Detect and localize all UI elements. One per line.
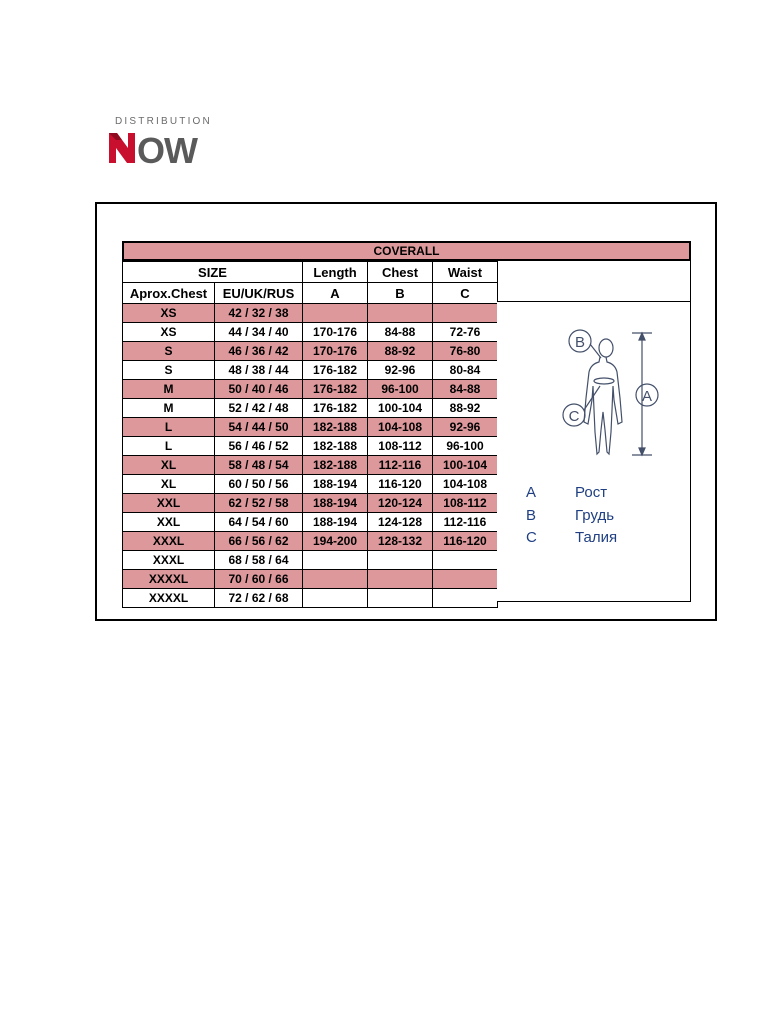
waist-cell: 112-116 [433, 513, 498, 532]
size-cell: XS [123, 323, 215, 342]
eu-size-cell: 52 / 42 / 48 [215, 399, 303, 418]
eu-size-cell: 44 / 34 / 40 [215, 323, 303, 342]
length-cell [303, 304, 368, 323]
marker-c: C [568, 408, 580, 425]
eu-size-cell: 68 / 58 / 64 [215, 551, 303, 570]
waist-cell: 96-100 [433, 437, 498, 456]
table-row [123, 399, 498, 418]
waist-cell [433, 551, 498, 570]
length-cell: 188-194 [303, 494, 368, 513]
length-cell [303, 570, 368, 589]
logo-wordmark-icon [108, 130, 230, 166]
subheader-row [123, 283, 498, 304]
eu-size-cell: 66 / 56 / 62 [215, 532, 303, 551]
legend-value: Рост [575, 484, 608, 501]
logo-name: OW [137, 130, 197, 166]
size-cell: M [123, 399, 215, 418]
eu-size-cell: 56 / 46 / 52 [215, 437, 303, 456]
table-row [123, 456, 498, 475]
size-cell: S [123, 342, 215, 361]
chest-cell [368, 589, 433, 608]
chest-cell: 108-112 [368, 437, 433, 456]
subheader-eu-uk-rus: EU/UK/RUS [215, 283, 303, 304]
table-row [123, 494, 498, 513]
eu-size-cell: 50 / 40 / 46 [215, 380, 303, 399]
size-cell: XL [123, 475, 215, 494]
table-row [123, 551, 498, 570]
chest-cell: 96-100 [368, 380, 433, 399]
marker-b: B [574, 334, 586, 351]
chest-cell: 128-132 [368, 532, 433, 551]
table-row [123, 380, 498, 399]
length-cell: 170-176 [303, 323, 368, 342]
legend-value: Грудь [575, 507, 615, 524]
length-cell: 176-182 [303, 361, 368, 380]
waist-cell: 80-84 [433, 361, 498, 380]
table-row [123, 475, 498, 494]
size-cell: L [123, 418, 215, 437]
chest-cell: 112-116 [368, 456, 433, 475]
table-title: COVERALL [122, 241, 691, 261]
waist-cell: 84-88 [433, 380, 498, 399]
legend-key: A [526, 484, 537, 501]
waist-cell: 108-112 [433, 494, 498, 513]
length-cell: 170-176 [303, 342, 368, 361]
table-row [123, 589, 498, 608]
measurement-figure-box [497, 301, 691, 602]
chest-cell: 120-124 [368, 494, 433, 513]
length-cell [303, 589, 368, 608]
eu-size-cell: 62 / 52 / 58 [215, 494, 303, 513]
header-length: Length [303, 262, 368, 283]
subheader-chest: B [368, 283, 433, 304]
size-table [122, 261, 498, 608]
eu-size-cell: 46 / 36 / 42 [215, 342, 303, 361]
eu-size-cell: 60 / 50 / 56 [215, 475, 303, 494]
eu-size-cell: 64 / 54 / 60 [215, 513, 303, 532]
size-cell: XXL [123, 513, 215, 532]
legend-key: C [526, 529, 537, 546]
header-chest: Chest [368, 262, 433, 283]
length-cell: 182-188 [303, 437, 368, 456]
size-cell: XL [123, 456, 215, 475]
size-cell: XS [123, 304, 215, 323]
table-row [123, 323, 498, 342]
length-cell: 176-182 [303, 399, 368, 418]
chest-cell: 92-96 [368, 361, 433, 380]
chest-cell [368, 570, 433, 589]
waist-cell: 92-96 [433, 418, 498, 437]
length-cell: 188-194 [303, 513, 368, 532]
eu-size-cell: 58 / 48 / 54 [215, 456, 303, 475]
size-cell: XXXL [123, 532, 215, 551]
header-waist: Waist [433, 262, 498, 283]
chest-cell [368, 304, 433, 323]
chest-cell: 88-92 [368, 342, 433, 361]
header-size: SIZE [123, 262, 303, 283]
table-row [123, 361, 498, 380]
marker-a: A [641, 388, 653, 405]
chest-cell: 116-120 [368, 475, 433, 494]
table-row [123, 532, 498, 551]
length-cell: 194-200 [303, 532, 368, 551]
subheader-aprox-chest: Aprox.Chest [123, 283, 215, 304]
header-blank-area [497, 261, 691, 301]
table-row [123, 570, 498, 589]
size-cell: L [123, 437, 215, 456]
legend-value: Талия [575, 529, 618, 546]
size-cell: XXXL [123, 551, 215, 570]
table-row [123, 342, 498, 361]
chest-cell: 104-108 [368, 418, 433, 437]
length-cell: 176-182 [303, 380, 368, 399]
length-cell: 182-188 [303, 456, 368, 475]
legend-key: B [526, 507, 537, 524]
length-cell: 188-194 [303, 475, 368, 494]
table-row [123, 418, 498, 437]
waist-cell: 76-80 [433, 342, 498, 361]
size-cell: M [123, 380, 215, 399]
size-cell: XXL [123, 494, 215, 513]
waist-cell [433, 589, 498, 608]
size-cell: XXXXL [123, 589, 215, 608]
table-row [123, 513, 498, 532]
chest-cell [368, 551, 433, 570]
eu-size-cell: 48 / 38 / 44 [215, 361, 303, 380]
logo-subtitle: DISTRIBUTION [115, 116, 212, 127]
eu-size-cell: 54 / 44 / 50 [215, 418, 303, 437]
chest-cell: 100-104 [368, 399, 433, 418]
eu-size-cell: 70 / 60 / 66 [215, 570, 303, 589]
waist-cell: 72-76 [433, 323, 498, 342]
waist-cell: 104-108 [433, 475, 498, 494]
chest-cell: 84-88 [368, 323, 433, 342]
subheader-length: A [303, 283, 368, 304]
company-logo [108, 116, 230, 166]
eu-size-cell: 72 / 62 / 68 [215, 589, 303, 608]
eu-size-cell: 42 / 32 / 38 [215, 304, 303, 323]
chest-cell: 124-128 [368, 513, 433, 532]
waist-cell [433, 570, 498, 589]
waist-cell: 88-92 [433, 399, 498, 418]
body-measurement-icon [497, 302, 691, 602]
table-row [123, 437, 498, 456]
subheader-waist: C [433, 283, 498, 304]
length-cell: 182-188 [303, 418, 368, 437]
waist-cell: 116-120 [433, 532, 498, 551]
table-row [123, 304, 498, 323]
size-cell: XXXXL [123, 570, 215, 589]
size-cell: S [123, 361, 215, 380]
header-row [123, 262, 498, 283]
waist-cell [433, 304, 498, 323]
length-cell [303, 551, 368, 570]
waist-cell: 100-104 [433, 456, 498, 475]
